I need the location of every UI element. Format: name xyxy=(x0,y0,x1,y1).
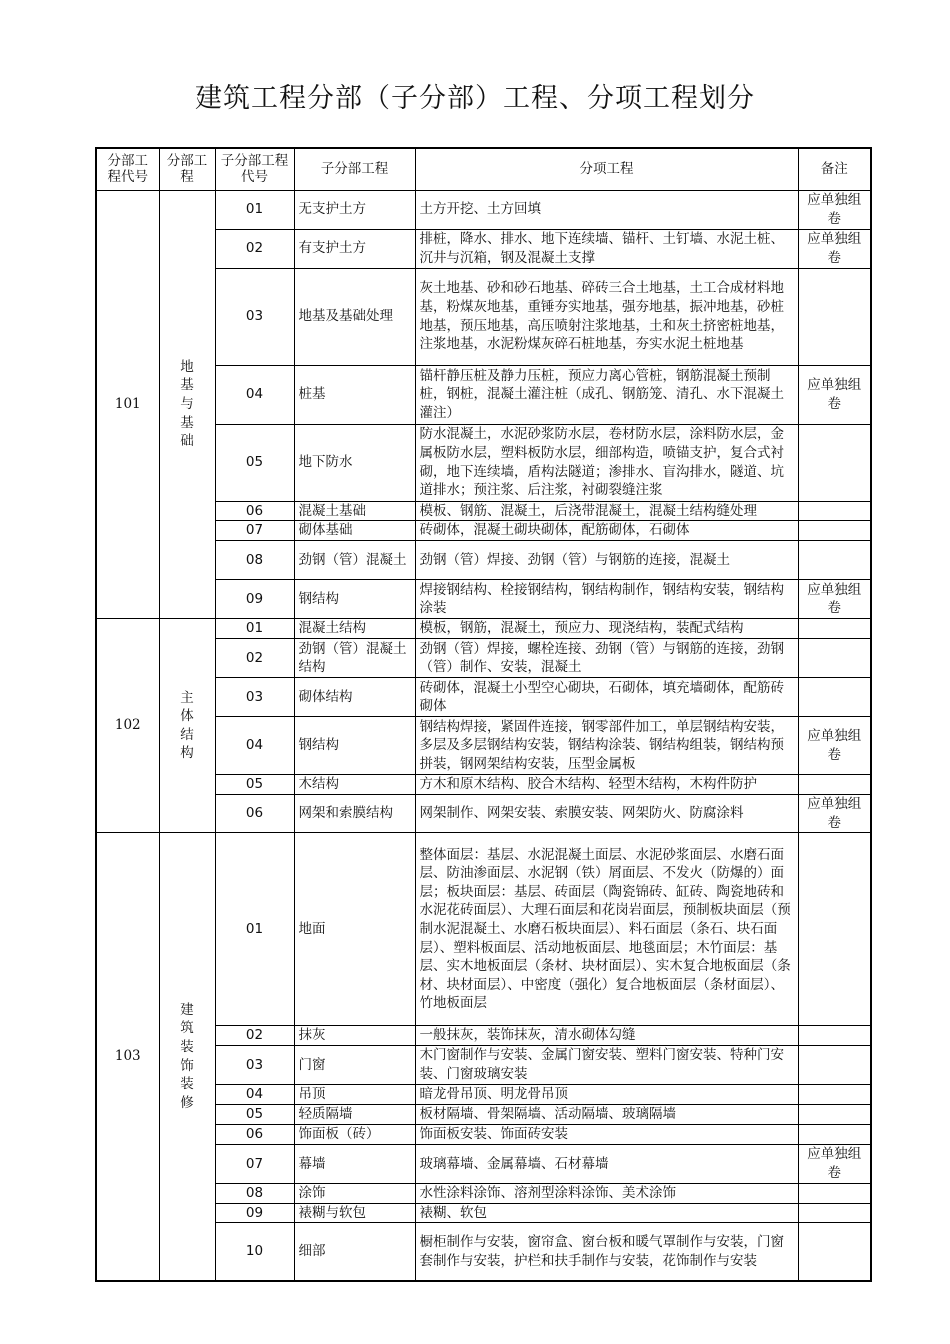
note-cell xyxy=(798,639,871,678)
item-list: 土方开挖、土方回填 xyxy=(415,190,798,229)
note-cell xyxy=(798,775,871,795)
subdivision-code: 04 xyxy=(215,365,294,424)
item-list: 砖砌体，混凝土砌块砌体，配筋砌体，石砌体 xyxy=(415,521,798,541)
subdivision-name: 砌体结构 xyxy=(294,678,415,717)
item-list: 暗龙骨吊顶、明龙骨吊顶 xyxy=(415,1084,798,1104)
note-cell: 应单独组卷 xyxy=(798,580,871,619)
note-cell xyxy=(798,1203,871,1223)
subdivision-name: 桩基 xyxy=(294,365,415,424)
note-cell xyxy=(798,833,871,1026)
item-list: 模板、钢筋、混凝土，后浇带混凝土，混凝土结构缝处理 xyxy=(415,501,798,521)
division-name xyxy=(159,619,215,833)
item-list: 玻璃幕墙、金属幕墙、石材幕墙 xyxy=(415,1144,798,1183)
division-code: 102 xyxy=(96,619,159,833)
note-cell: 应单独组卷 xyxy=(798,365,871,424)
item-list: 劲钢（管）焊接，螺栓连接、劲钢（管）与钢筋的连接，劲钢（管）制作、安装，混凝土 xyxy=(415,639,798,678)
note-cell xyxy=(798,1084,871,1104)
subdivision-name: 劲钢（管）混凝土 xyxy=(294,541,415,580)
table-row xyxy=(96,619,871,639)
note-cell xyxy=(798,501,871,521)
note-cell xyxy=(798,1045,871,1084)
division-code: 101 xyxy=(96,190,159,619)
division-name-text: 建筑装饰装修 xyxy=(180,1001,194,1111)
item-list: 钢结构焊接，紧固件连接，钢零部件加工，单层钢结构安装，多层及多层钢结构安装，钢结构涂装、钢结构组装，钢结构预拼装，钢网架结构安装，压型金属板 xyxy=(415,717,798,775)
subdivision-code: 09 xyxy=(215,580,294,619)
header-row xyxy=(96,148,871,190)
item-list: 饰面板安装、饰面砖安装 xyxy=(415,1124,798,1144)
subdivision-code: 03 xyxy=(215,268,294,365)
subdivision-name: 砌体基础 xyxy=(294,521,415,541)
subdivision-code: 07 xyxy=(215,521,294,541)
item-list: 裱糊、软包 xyxy=(415,1203,798,1223)
division-code: 103 xyxy=(96,833,159,1281)
subdivision-name: 幕墙 xyxy=(294,1144,415,1183)
note-cell xyxy=(798,521,871,541)
division-table xyxy=(95,147,872,1282)
table-row xyxy=(96,833,871,1026)
subdivision-name: 吊顶 xyxy=(294,1084,415,1104)
subdivision-name: 轻质隔墙 xyxy=(294,1104,415,1124)
subdivision-code: 03 xyxy=(215,678,294,717)
item-list: 方木和原木结构、胶合木结构、轻型木结构，木构件防护 xyxy=(415,775,798,795)
note-cell xyxy=(798,619,871,639)
note-cell: 应单独组卷 xyxy=(798,1144,871,1183)
table-row xyxy=(96,190,871,229)
note-cell xyxy=(798,1124,871,1144)
item-list: 木门窗制作与安装、金属门窗安装、塑料门窗安装、特种门安装、门窗玻璃安装 xyxy=(415,1045,798,1084)
subdivision-code: 09 xyxy=(215,1203,294,1223)
subdivision-name: 裱糊与软包 xyxy=(294,1203,415,1223)
subdivision-code: 01 xyxy=(215,190,294,229)
subdivision-name: 涂饰 xyxy=(294,1183,415,1203)
subdivision-name: 木结构 xyxy=(294,775,415,795)
item-list: 锚杆静压桩及静力压桩，预应力离心管桩，钢筋混凝土预制桩，钢桩，混凝土灌注桩（成孔、钢筋笼、清孔、水下混凝土灌注） xyxy=(415,365,798,424)
item-list: 排桩，降水、排水、地下连续墙、锚杆、土钉墙、水泥土桩、沉井与沉箱，钢及混凝土支撑 xyxy=(415,229,798,268)
item-list: 整体面层：基层、水泥混凝土面层、水泥砂浆面层、水磨石面层、防油渗面层、水泥钢（铁）屑面层、不发火（防爆的）面层；板块面层：基层、砖面层（陶瓷锦砖、缸砖、陶瓷地砖和水泥花砖面层）、大理石面层和花岗岩面层，预制板块面层（预制水泥混凝土、水磨石板块面层）、料石面层（条石、块石面层）、塑料板面层、活动地板面层、地毯面层；木竹面层：基层、实木地板面层（条材、块材面层）、实木复合地板面层（条材、块材面层）、中密度（强化）复合地板面层（条材面层）、竹地板面层 xyxy=(415,833,798,1026)
subdivision-code: 03 xyxy=(215,1045,294,1084)
note-cell xyxy=(798,541,871,580)
subdivision-code: 08 xyxy=(215,1183,294,1203)
item-list: 一般抹灰，装饰抹灰，清水砌体勾缝 xyxy=(415,1026,798,1046)
note-cell: 应单独组卷 xyxy=(798,717,871,775)
header-subdivision-code: 子分部工程代号 xyxy=(215,148,294,190)
item-list: 灰土地基、砂和砂石地基、碎砖三合土地基，土工合成材料地基，粉煤灰地基，重锤夯实地基，强夯地基，振冲地基，砂桩地基，预压地基，高压喷射注浆地基，土和灰土挤密桩地基，注浆地基，水泥粉煤灰碎石桩地基，夯实水泥土桩地基 xyxy=(415,268,798,365)
page-title: 建筑工程分部（子分部）工程、分项工程划分 xyxy=(195,83,755,114)
subdivision-code: 08 xyxy=(215,541,294,580)
header-division-name: 分部工程 xyxy=(159,148,215,190)
subdivision-code: 07 xyxy=(215,1144,294,1183)
item-list: 砖砌体，混凝土小型空心砌块，石砌体，填充墙砌体，配筋砖砌体 xyxy=(415,678,798,717)
note-cell: 应单独组卷 xyxy=(798,190,871,229)
note-cell xyxy=(798,268,871,365)
subdivision-name: 有支护土方 xyxy=(294,229,415,268)
subdivision-name: 网架和索膜结构 xyxy=(294,795,415,833)
header-items: 分项工程 xyxy=(415,148,798,190)
subdivision-code: 02 xyxy=(215,1026,294,1046)
subdivision-code: 06 xyxy=(215,1124,294,1144)
item-list: 板材隔墙、骨架隔墙、活动隔墙、玻璃隔墙 xyxy=(415,1104,798,1124)
subdivision-name: 无支护土方 xyxy=(294,190,415,229)
subdivision-code: 10 xyxy=(215,1223,294,1281)
subdivision-name: 细部 xyxy=(294,1223,415,1281)
subdivision-code: 02 xyxy=(215,229,294,268)
subdivision-name: 地基及基础处理 xyxy=(294,268,415,365)
item-list: 焊接钢结构、栓接钢结构，钢结构制作，钢结构安装，钢结构涂装 xyxy=(415,580,798,619)
subdivision-name: 地下防水 xyxy=(294,424,415,501)
subdivision-name: 混凝土结构 xyxy=(294,619,415,639)
subdivision-name: 钢结构 xyxy=(294,580,415,619)
note-cell xyxy=(798,1026,871,1046)
subdivision-name: 混凝土基础 xyxy=(294,501,415,521)
division-name-text: 地基与基础 xyxy=(180,358,194,450)
item-list: 网架制作、网架安装、索膜安装、网架防火、防腐涂料 xyxy=(415,795,798,833)
subdivision-code: 04 xyxy=(215,717,294,775)
division-name xyxy=(159,190,215,619)
subdivision-code: 06 xyxy=(215,795,294,833)
subdivision-name: 地面 xyxy=(294,833,415,1026)
item-list: 防水混凝土，水泥砂浆防水层，卷材防水层，涂料防水层，金属板防水层，塑料板防水层，细部构造，喷锚支护，复合式衬砌，地下连续墙，盾构法隧道；渗排水、盲沟排水，隧道、坑道排水；预注浆、后注浆，衬砌裂缝注浆 xyxy=(415,424,798,501)
subdivision-name: 钢结构 xyxy=(294,717,415,775)
subdivision-name: 抹灰 xyxy=(294,1026,415,1046)
header-note: 备注 xyxy=(798,148,871,190)
item-list: 模板，钢筋，混凝土，预应力、现浇结构，装配式结构 xyxy=(415,619,798,639)
note-cell xyxy=(798,1223,871,1281)
note-cell xyxy=(798,1183,871,1203)
note-cell xyxy=(798,1104,871,1124)
division-name xyxy=(159,833,215,1281)
note-cell xyxy=(798,424,871,501)
header-subdivision-name: 子分部工程 xyxy=(294,148,415,190)
subdivision-code: 02 xyxy=(215,639,294,678)
subdivision-code: 04 xyxy=(215,1084,294,1104)
note-cell xyxy=(798,678,871,717)
subdivision-name: 劲钢（管）混凝土结构 xyxy=(294,639,415,678)
division-name-text: 主体结构 xyxy=(180,689,194,762)
note-cell: 应单独组卷 xyxy=(798,795,871,833)
subdivision-code: 06 xyxy=(215,501,294,521)
subdivision-name: 饰面板（砖） xyxy=(294,1124,415,1144)
subdivision-code: 01 xyxy=(215,833,294,1026)
item-list: 橱柜制作与安装，窗帘盒、窗台板和暖气罩制作与安装，门窗套制作与安装，护栏和扶手制作与安装，花饰制作与安装 xyxy=(415,1223,798,1281)
subdivision-code: 01 xyxy=(215,619,294,639)
subdivision-code: 05 xyxy=(215,1104,294,1124)
header-division-code: 分部工程代号 xyxy=(96,148,159,190)
subdivision-name: 门窗 xyxy=(294,1045,415,1084)
note-cell: 应单独组卷 xyxy=(798,229,871,268)
subdivision-code: 05 xyxy=(215,775,294,795)
subdivision-code: 05 xyxy=(215,424,294,501)
item-list: 水性涂料涂饰、溶剂型涂料涂饰、美术涂饰 xyxy=(415,1183,798,1203)
item-list: 劲钢（管）焊接、劲钢（管）与钢筋的连接，混凝土 xyxy=(415,541,798,580)
